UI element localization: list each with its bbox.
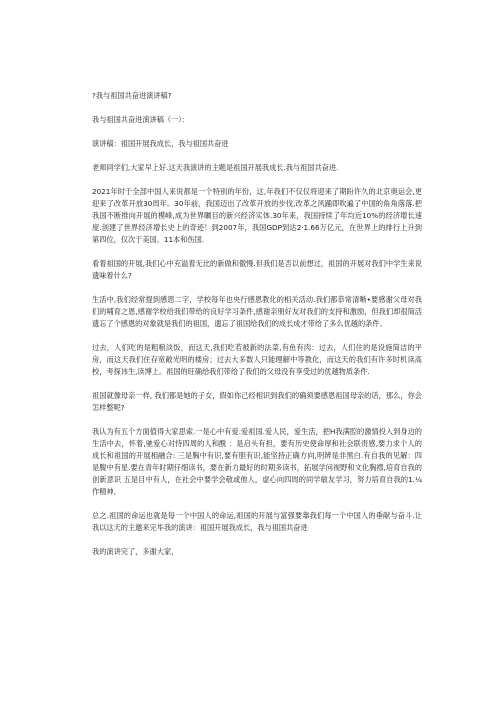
document-sub-title: 我与祖国共奋进演讲稿（一）： — [92, 115, 190, 124]
speech-title: 演讲稿：祖国开展我成长，我与祖国共奋进 — [92, 139, 229, 148]
paragraph-3: 生活中,我们经常提到感恩二字，学校每年也央行感恩教化的相关活动.我们都恭常清晰•要感谢父母对我们的哺育之恩,感谢学校给我们带给的良好学习条件,感谢亲朋好友对我们的支持和激励，但我们却很简活遗忘了个感恩的对象就是我们的祖国，遗忘了祖国给我们的成长成才带给了多么优越的条件。 — [92, 295, 422, 328]
paragraph-6: 我认为有五个方面值得大家思索.一是心中有爱.爱祖国.爱人民，爱生活，把H我满腔的激情投入到身边的生活中去，怀着,驰爱心对恃四周的人和酰 ：是启头有担，要有历史使命厚和社会联责感,要力求个人的成长和祖国的开展相融合: 三是胸中有识,要有胆有识,能坚持正确方向,明辨是非黑白.有自我的见解：四是腹中有星.要在青年时期仔细读书，要在新力最好的时期多读书，拓展学问视野和文化胸襟,培育自我的创新意识 五是目中有人，在社会中要学会敬或他人，虚心向四周的同学敏友学习，努力培育自我的1.¼作精神, — [92, 427, 422, 496]
document-body — [92, 90, 422, 570]
speech-opening: 老师同学们,大家早上好.这天我演讲的主题是祖国开展我成长.我与祖国共奋进. — [92, 163, 339, 172]
paragraph-4: 过去，人们吃的是粗粮淡饭，而这天,我们吃若被新的法菜,有鱼有肉：过去，人们住的是设施简洁的平房，而这天我们住存宽敞光明的楼房；过去大多数人只能理解中等教化，而这天的我们有许多时机读高校，考探讳生,读博上。祖国的旺确给我们带给了我们的父母没有享受过的优越物质条件. — [92, 343, 422, 376]
document-header-title: ?我与祖国共奋进演讲稿? — [92, 91, 172, 100]
paragraph-7: 总之.祖国的命运也就是每一个中国人的命运,祖国的开展与富强要靠我们每一个中国人的垂献与奋斗.让我以这天的主邀来完毕我的演讲：祖国开展我成长，我与祖国共奋进 — [92, 511, 422, 532]
speech-closing: 我的演讲完了，多谢大家， — [92, 547, 179, 556]
paragraph-2: 看着祖国的开展,我们心中充溢着无比的新做和傲慢.但我们是否以前想过，祖国的开展对我们中学生来说遗味着什么? — [92, 259, 422, 280]
paragraph-5: 祖国就像母亲一样, 我们都是她的子女，假如你己经相识到我们的确须要感恩祖国母亲的话，那么，你会怎样整呢? — [92, 391, 422, 412]
paragraph-1: 2021年时于全部中国人来说都是一个特别的年份，这,年我们不仅仅将迎来了期盼许久的北京奥运会,更迎来了改革开放30周年。30年前，我国迈出了改革开放的步伐,改革之风踊即吹遍了中国的角角落落.把我国不断推向开展的模峰,成为世界瞩目的新兴经济实体.30年来，我国持续了年均近10%的经济增长速度.创建了世界经济增长史上的奇迹！到2007年，我国GDP到达2·1.66万亿元，在世界上的排行上升到第四位，仅次于美国、11本和伤国. — [92, 187, 422, 244]
